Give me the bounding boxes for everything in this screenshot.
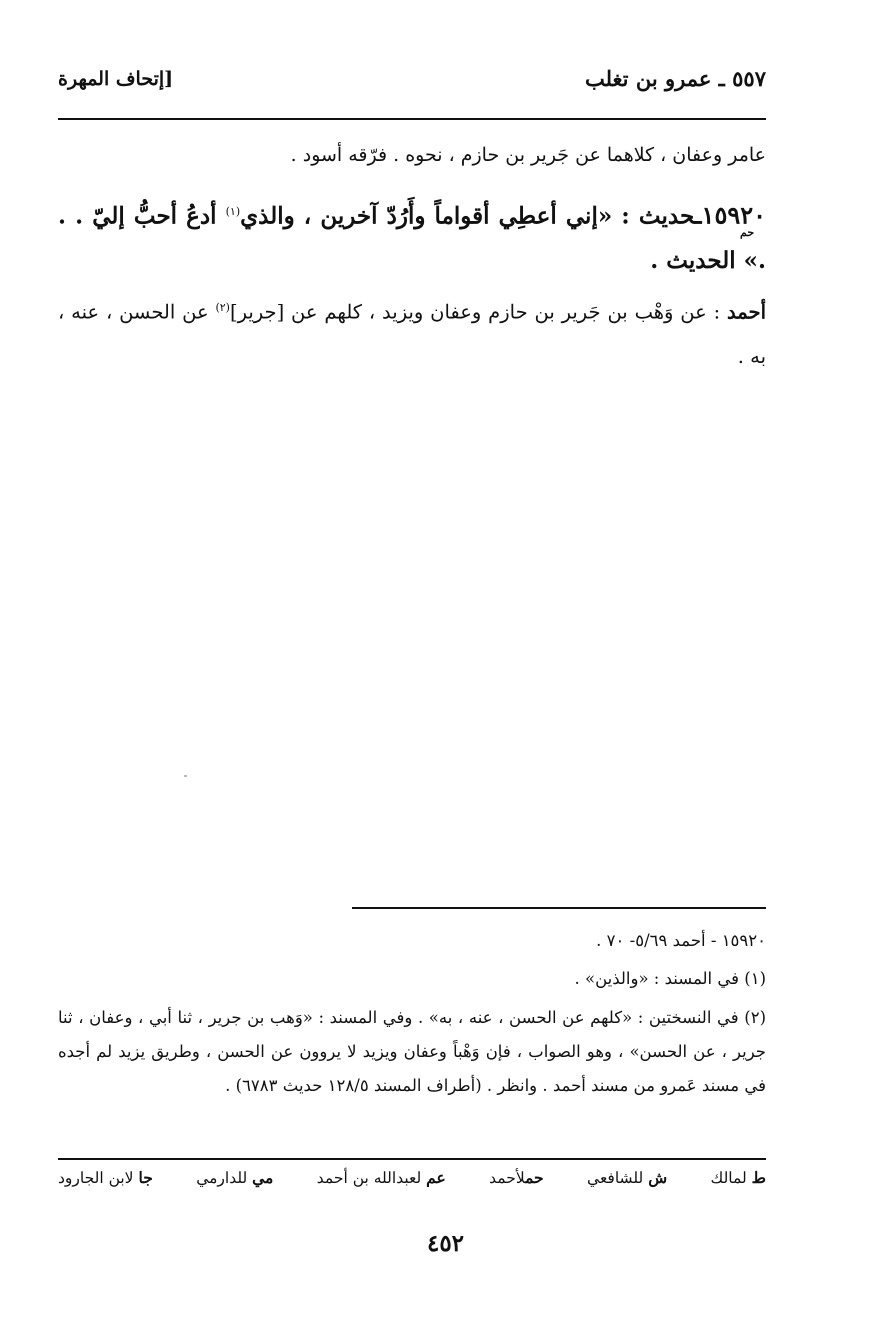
running-header	[58, 66, 766, 106]
siglum-ahmad: حملأحمد	[489, 1168, 544, 1187]
siglum-shafii: ش للشافعي	[587, 1168, 668, 1187]
siglum-darimi: مي للدارمي	[196, 1168, 274, 1187]
footnote-reference: ١٥٩٢٠ - أحمد ٥/٦٩- ٧٠ .	[596, 931, 766, 950]
siglum-malik: ط لمالك	[710, 1168, 766, 1187]
hadith-text-end: أدعُ أحبُّ إليّ . . .» الحديث .	[58, 202, 766, 274]
isnad-paragraph	[58, 286, 766, 379]
isnad-text-a: : عن وَهْب بن جَرير بن حازم وعفان ويزيد ، كلهم عن [جرير]	[229, 300, 727, 324]
hadith-entry	[58, 190, 766, 283]
isnad-text-b: عن الحسن ، عنه ، به .	[58, 300, 766, 368]
hadith-text: ـحديث : «إني أعطِي أقواماً وأَرُدّ آخرين ، والذي	[240, 202, 702, 230]
footnote-1: (١) في المسند : «والذين» .	[574, 969, 766, 988]
siglum-abdullah: عم لعبدالله بن أحمد	[316, 1168, 446, 1187]
footnote-marker-1: (١)	[225, 205, 241, 218]
narrator-source: أحمد	[727, 300, 766, 324]
sigla-legend	[58, 1168, 766, 1198]
chapter-title: ٥٥٧ ـ عمرو بن تغلب	[584, 66, 766, 91]
header-rule	[58, 118, 766, 120]
siglum-ibn-jarud: جا لابن الجارود	[58, 1168, 153, 1187]
speck	[184, 775, 187, 777]
continuation-line: عامر وعفان ، كلاهما عن جَرير بن حازم ، نحوه . فرّقه أسود .	[290, 144, 766, 166]
book-title: [إتحاف المهرة	[58, 68, 174, 90]
hadith-number: ١٥٩٢٠	[701, 200, 766, 230]
footnote-2: (٢) في النسختين : «كلهم عن الحسن ، عنه ، به» . وفي المسند : «وَهب بن جرير ، ثنا أبي ، وعفان ، ثنا جرير ، عن الحسن» ، وهو الصواب ، فإن وَهْباً وعفان ويزيد لا يروون عن الحسن ، وطريق يزيد لم أجده في مسند عَمرو من مسند أحمد . وانظر . (أطراف المسند ١٢٨/٥ حديث ٦٧٨٣) .	[58, 1008, 766, 1095]
page-number: ٤٥٢	[426, 1230, 465, 1257]
footnote-marker-2: (٢)	[215, 301, 230, 314]
source-siglum-above: حم	[740, 226, 755, 239]
footnote-rule	[352, 907, 766, 909]
sigla-rule	[58, 1158, 766, 1160]
